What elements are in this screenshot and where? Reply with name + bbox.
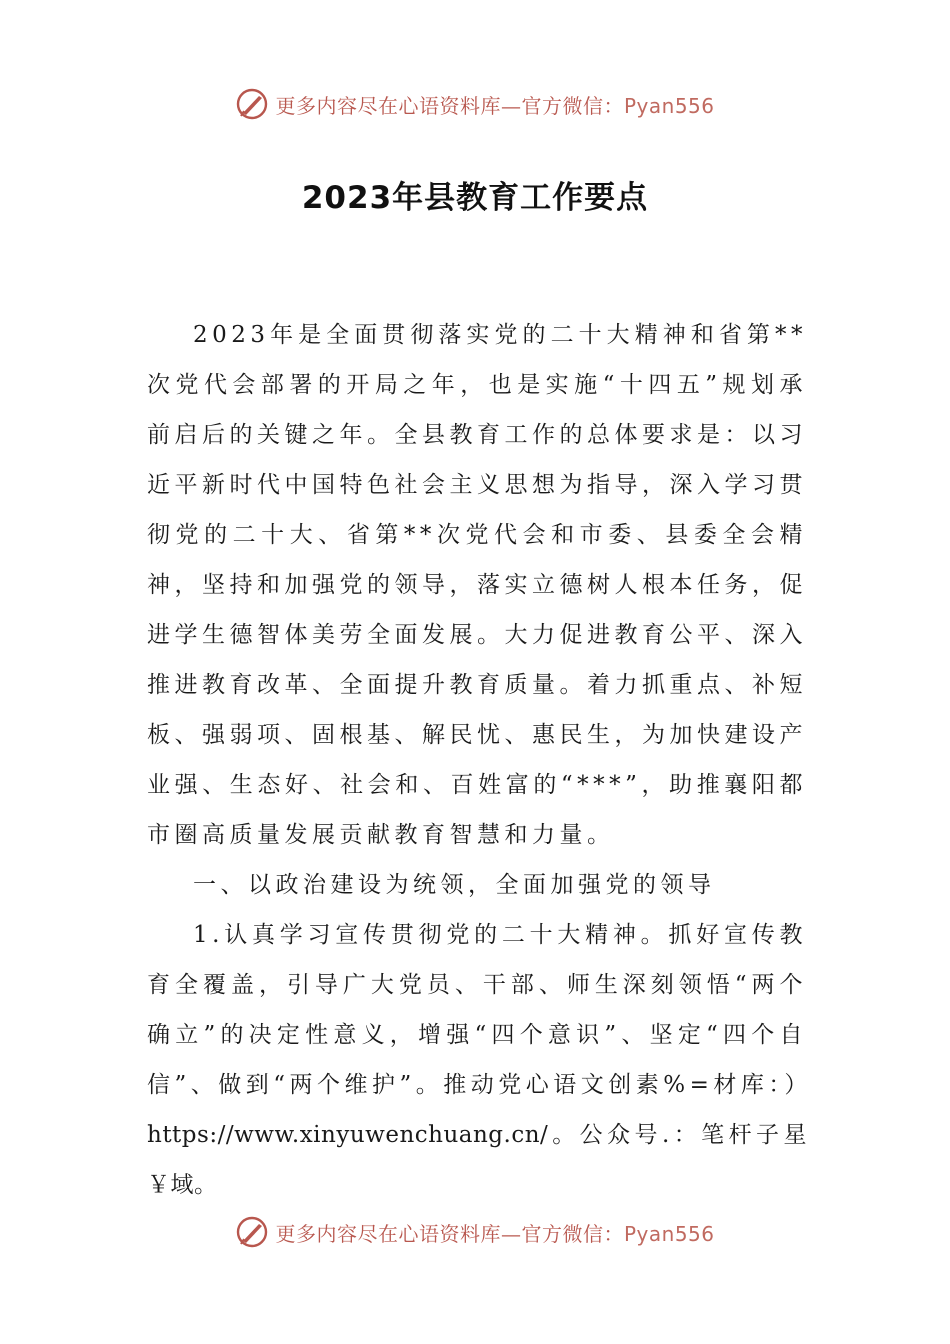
watermark-footer [0, 1212, 950, 1252]
intro-paragraph: 2023年是全面贯彻落实党的二十大精神和省第**次党代会部署的开局之年，也是实施“十四五”规划承前启后的关键之年。全县教育工作的总体要求是：以习近平新时代中国特色社会主义思想为指导，深入学习贯彻党的二十大、省第**次党代会和市委、县委全会精神，坚持和加强党的领导，落实立德树人根本任务，促进学生德智体美劳全面发展。大力促进教育公平、深入推进教育改革、全面提升教育质量。着力抓重点、补短板、强弱项、固根基、解民忧、惠民生，为加快建设产业强、生态好、社会和、百姓富的“***”，助推襄阳都市圈高质量发展贡献教育智慧和力量。 [147, 322, 807, 848]
document-title: 2023年县教育工作要点 [301, 180, 649, 216]
item-paragraph: 1.认真学习宣传贯彻党的二十大精神。抓好宣传教育全覆盖，引导广大党员、干部、师生深刻领悟“两个确立”的决定性意义，增强“四个意识”、坚定“四个自信”、做到“两个维护”。推动党心语文创素%=材库：） [147, 922, 812, 1098]
watermark-label: 更多内容尽在心语资料库—官方微信： [275, 93, 624, 118]
section-heading: 一、以政治建设为统领，全面加强党的领导 [193, 872, 716, 898]
watermark-wechat-id: Pyan556 [623, 1221, 715, 1246]
watermark-text [275, 90, 714, 119]
watermark-label: 更多内容尽在心语资料库—官方微信： [275, 1221, 624, 1246]
quill-logo-icon [235, 1215, 269, 1249]
quill-logo-icon [235, 87, 269, 121]
document-body [147, 310, 812, 1210]
watermark-header [0, 84, 950, 124]
watermark-text [275, 1218, 714, 1247]
watermark-wechat-id: Pyan556 [623, 93, 715, 118]
url-line: https://www.xinyuwenchuang.cn/。公众号.：笔杆子星￥域。 [147, 1122, 807, 1198]
